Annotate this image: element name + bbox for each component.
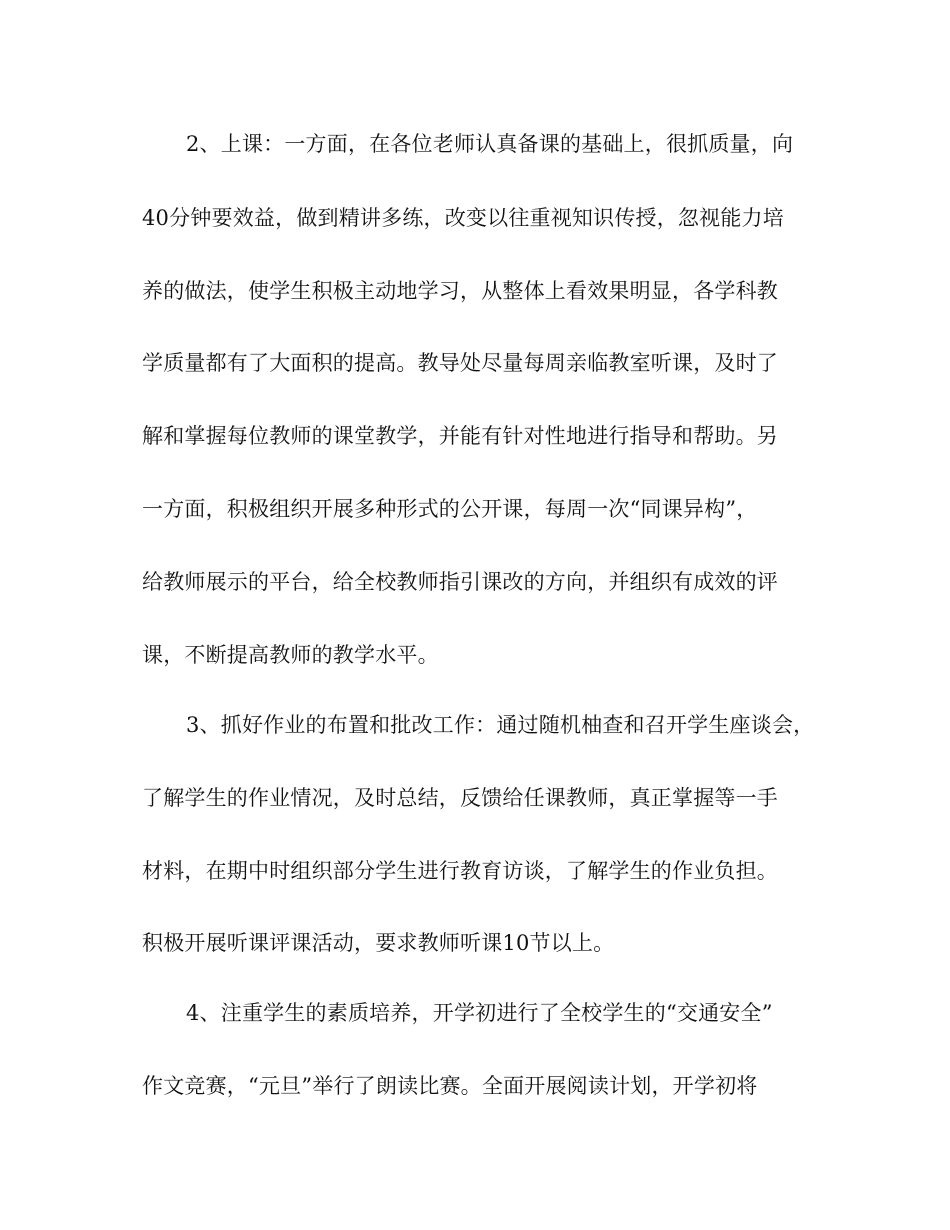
paragraph-2-line-8: 课，不断提高教师的教学水平。	[142, 643, 439, 667]
paragraph-3-line-1: 3、抓好作业的布置和批改工作：通过随机柚查和召开学生座谈会，	[186, 713, 815, 737]
paragraph-2-line-5: 解和掌握每位教师的课堂教学，并能有针对性地进行指导和帮助。另	[142, 424, 778, 448]
paragraph-2-line-6: 一方面，积极组织开展多种形式的公开课，每周一次“同课异构”，	[142, 497, 758, 521]
paragraph-2-line-1: 2、上课：一方面，在各位老师认真备课的基础上，很抓质量，向	[186, 132, 794, 156]
paragraph-2-line-4: 学质量都有了大面积的提高。教导处尽量每周亲临教室听课，及时了	[142, 351, 778, 375]
paragraph-2-line-2: 40分钟要效益，做到精讲多练，改变以往重视知识传授，忽视能力培	[142, 206, 784, 230]
paragraph-3-line-3: 材料，在期中时组织部分学生进行教育访谈，了解学生的作业负担。	[142, 859, 778, 883]
paragraph-2-line-3: 养的做法，使学生积极主动地学习，从整体上看效果明显，各学科教	[142, 279, 778, 303]
paragraph-3-line-2: 了解学生的作业情况，及时总结，反馈给任课教师，真正掌握等一手	[142, 786, 778, 810]
paragraph-4-line-2: 作文竞赛，“元旦”举行了朗读比赛。全面开展阅读计划，开学初将	[142, 1074, 758, 1098]
paragraph-3-line-4: 积极开展听课评课活动，要求教师听课10节以上。	[142, 931, 615, 955]
paragraph-4-line-1: 4、注重学生的素质培养，开学初进行了全校学生的“交通安全”	[186, 1001, 773, 1025]
paragraph-2-line-7: 给教师展示的平台，给全校教师指引课改的方向，并组织有成效的评	[142, 570, 778, 594]
